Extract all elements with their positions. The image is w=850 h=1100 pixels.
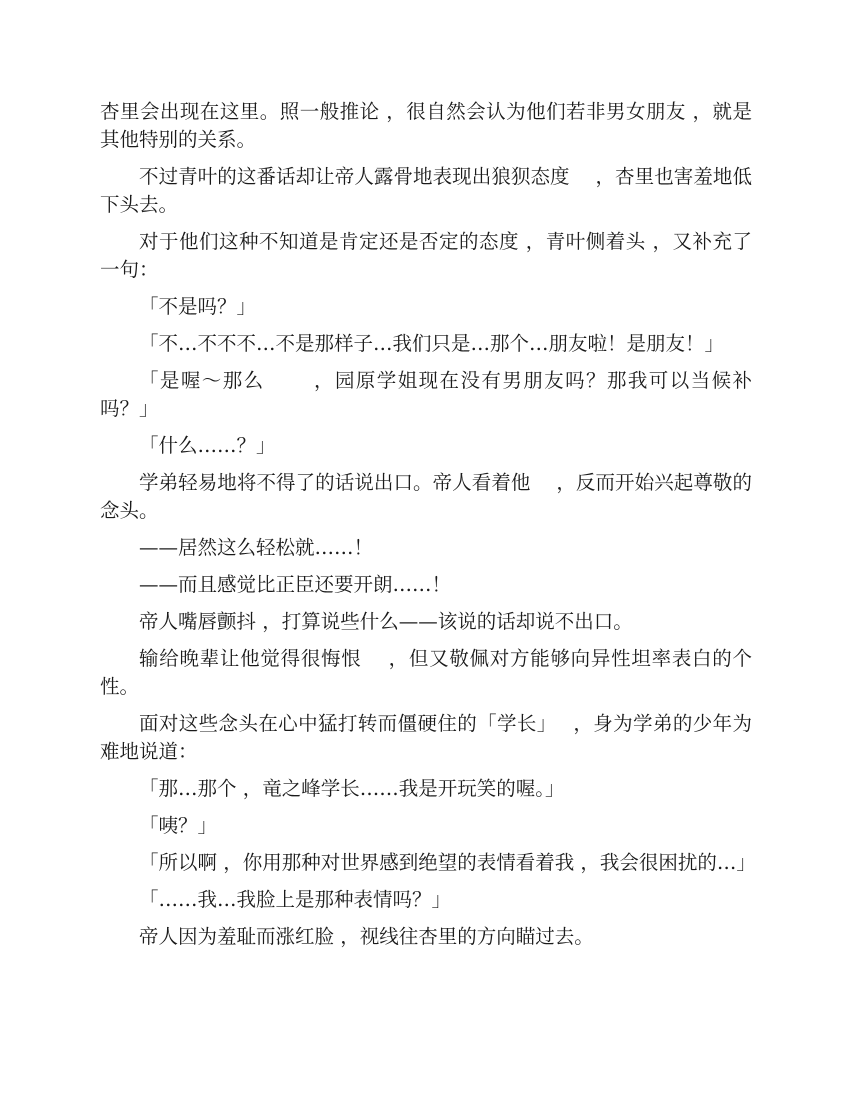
paragraph-1: 杏里会出现在这里。照一般推论 ，很自然会认为他们若非男女朋友 ，就是其他特别的关系。 bbox=[100, 100, 752, 151]
paragraph-3: 对于他们这种不知道是肯定还是否定的态度 ，青叶侧着头 ，又补充了一句： bbox=[100, 230, 752, 281]
paragraph-11: 帝人嘴唇颤抖 ，打算说些什么——该说的话却说不出口。 bbox=[139, 610, 633, 633]
paragraph-4: 「不是吗？」 bbox=[139, 295, 257, 318]
paragraph-8: 学弟轻易地将不得了的话说出口。帝人看着他 ，反而开始兴起尊敬的念头。 bbox=[100, 471, 752, 522]
paragraph-15: 「咦？」 bbox=[139, 814, 218, 837]
paragraph-10: ——而且感觉比正臣还要开朗……！ bbox=[139, 573, 452, 596]
paragraph-2: 不过青叶的这番话却让帝人露骨地表现出狼狈态度 ，杏里也害羞地低下头去。 bbox=[100, 165, 752, 216]
paragraph-13: 面对这些念头在心中猛打转而僵硬住的「学长」 ，身为学弟的少年为难地说道： bbox=[100, 712, 752, 763]
paragraph-17: 「……我…我脸上是那种表情吗？」 bbox=[139, 888, 452, 911]
document-page bbox=[100, 98, 756, 960]
paragraph-14: 「那…那个 ，竜之峰学长……我是开玩笑的喔。」 bbox=[139, 777, 565, 800]
paragraph-16: 「所以啊 ，你用那种对世界感到绝望的表情看着我 ，我会很困扰的…」 bbox=[139, 851, 756, 874]
paragraph-5: 「不…不不不…不是那样子…我们只是…那个…朋友啦！是朋友！」 bbox=[139, 332, 725, 355]
paragraph-7: 「什么……？」 bbox=[139, 434, 276, 457]
paragraph-9: ——居然这么轻松就……！ bbox=[139, 536, 374, 559]
paragraph-18: 帝人因为羞耻而涨红脸 ，视线往杏里的方向瞄过去。 bbox=[139, 925, 594, 948]
paragraph-6: 「是喔～那么 ，园原学姐现在没有男朋友吗？那我可以当候补吗？」 bbox=[100, 369, 752, 420]
paragraph-12: 输给晚辈让他觉得很悔恨 ，但又敬佩对方能够向异性坦率表白的个性。 bbox=[100, 647, 752, 698]
